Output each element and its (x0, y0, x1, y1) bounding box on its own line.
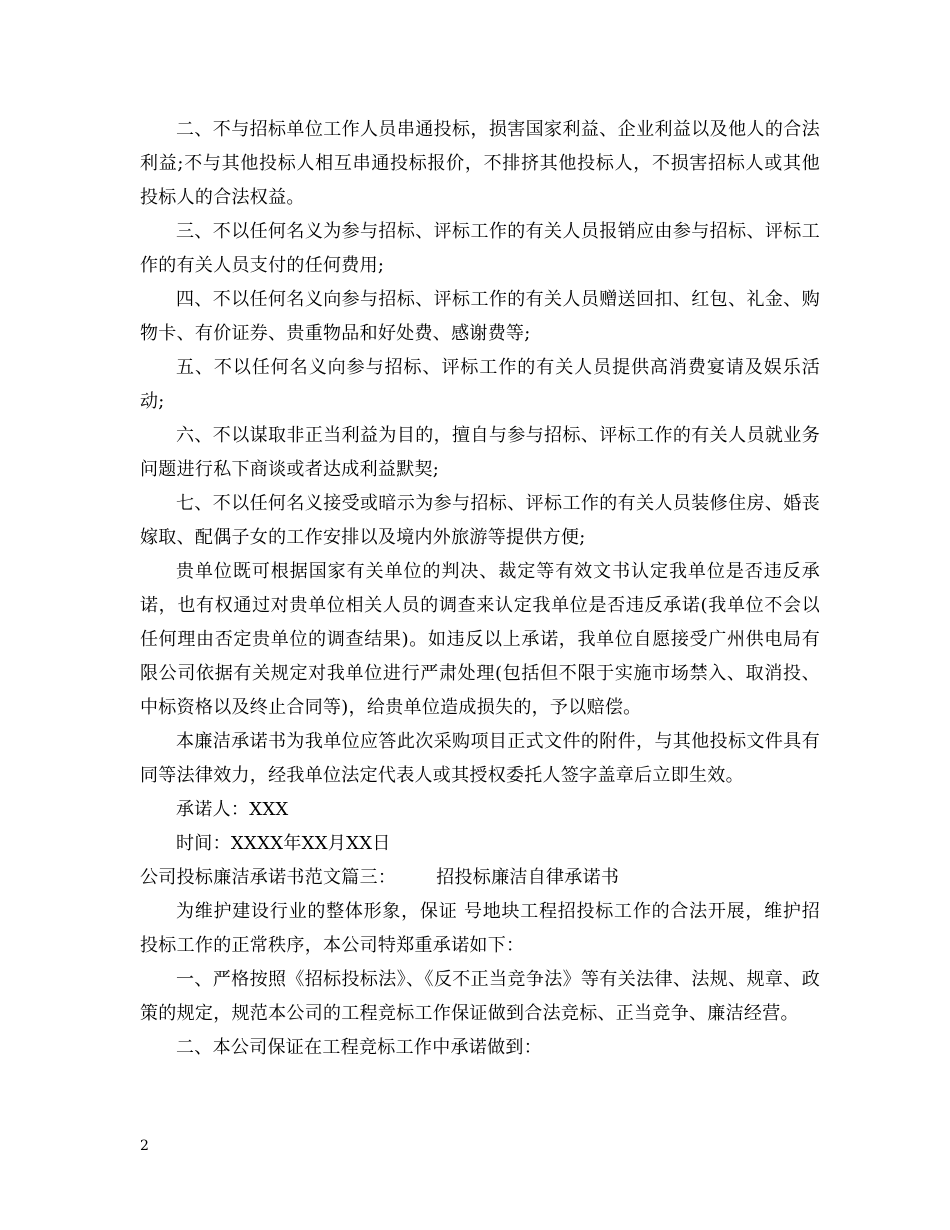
paragraph-clause-3: 三、不以任何名义为参与招标、评标工作的有关人员报销应由参与招标、评标工作的有关人员支付的任何费用; (140, 221, 820, 276)
paragraph-violation-terms: 贵单位既可根据国家有关单位的判决、裁定等有效文书认定我单位是否违反承诺，也有权通过对贵单位相关人员的调查来认定我单位是否违反承诺(我单位不会以任何理由否定贵单位的调查结果)。如违反以上承诺，我单位自愿接受广州供电局有限公司依据有关规定对我单位进行严肃处理(包括但不限于实施市场禁入、取消投、中标资格以及终止合同等)，给贵单位造成损失的，予以赔偿。 (140, 561, 820, 718)
date-line: 时间：XXXX年XX月XX日 (176, 833, 391, 854)
page-number: 2 (140, 1138, 149, 1154)
paragraph-commitment-2: 二、本公司保证在工程竞标工作中承诺做到： (176, 1037, 542, 1058)
paragraph-clause-5: 五、不以任何名义向参与招标、评标工作的有关人员提供高消费宴请及娱乐活动; (140, 357, 820, 412)
paragraph-clause-2: 二、不与招标单位工作人员串通投标，损害国家利益、企业利益以及他人的合法利益;不与其他投标人相互串通投标报价，不排挤其他投标人，不损害招标人或其他投标人的合法权益。 (140, 119, 820, 208)
paragraph-commitment-1: 一、严格按照《招标投标法》、《反不正当竞争法》等有关法律、法规、规章、政策的规定，规范本公司的工程竞标工作保证做到合法竞标、正当竞争、廉洁经营。 (140, 969, 820, 1024)
paragraph-clause-6: 六、不以谋取非正当利益为目的，擅自与参与招标、评标工作的有关人员就业务问题进行私下商谈或者达成利益默契; (140, 425, 820, 480)
section-heading-prefix: 公司投标廉洁承诺书范文篇三： (140, 867, 397, 888)
section-heading-title: 招投标廉洁自律承诺书 (436, 867, 620, 888)
paragraph-clause-7: 七、不以任何名义接受或暗示为参与招标、评标工作的有关人员装修住房、婚丧嫁取、配偶子女的工作安排以及境内外旅游等提供方便; (140, 493, 820, 548)
paragraph-clause-4: 四、不以任何名义向参与招标、评标工作的有关人员赠送回扣、红包、礼金、购物卡、有价证券、贵重物品和好处费、感谢费等; (140, 289, 820, 344)
signatory-line: 承诺人：XXX (176, 799, 289, 820)
document-body (140, 113, 820, 1065)
paragraph-intro: 为维护建设行业的整体形象，保证 号地块工程招投标工作的合法开展，维护招投标工作的正常秩序，本公司特郑重承诺如下： (140, 901, 820, 956)
section-heading (140, 861, 820, 895)
paragraph-effectiveness: 本廉洁承诺书为我单位应答此次采购项目正式文件的附件，与其他投标文件具有同等法律效力，经我单位法定代表人或其授权委托人签字盖章后立即生效。 (140, 731, 820, 786)
